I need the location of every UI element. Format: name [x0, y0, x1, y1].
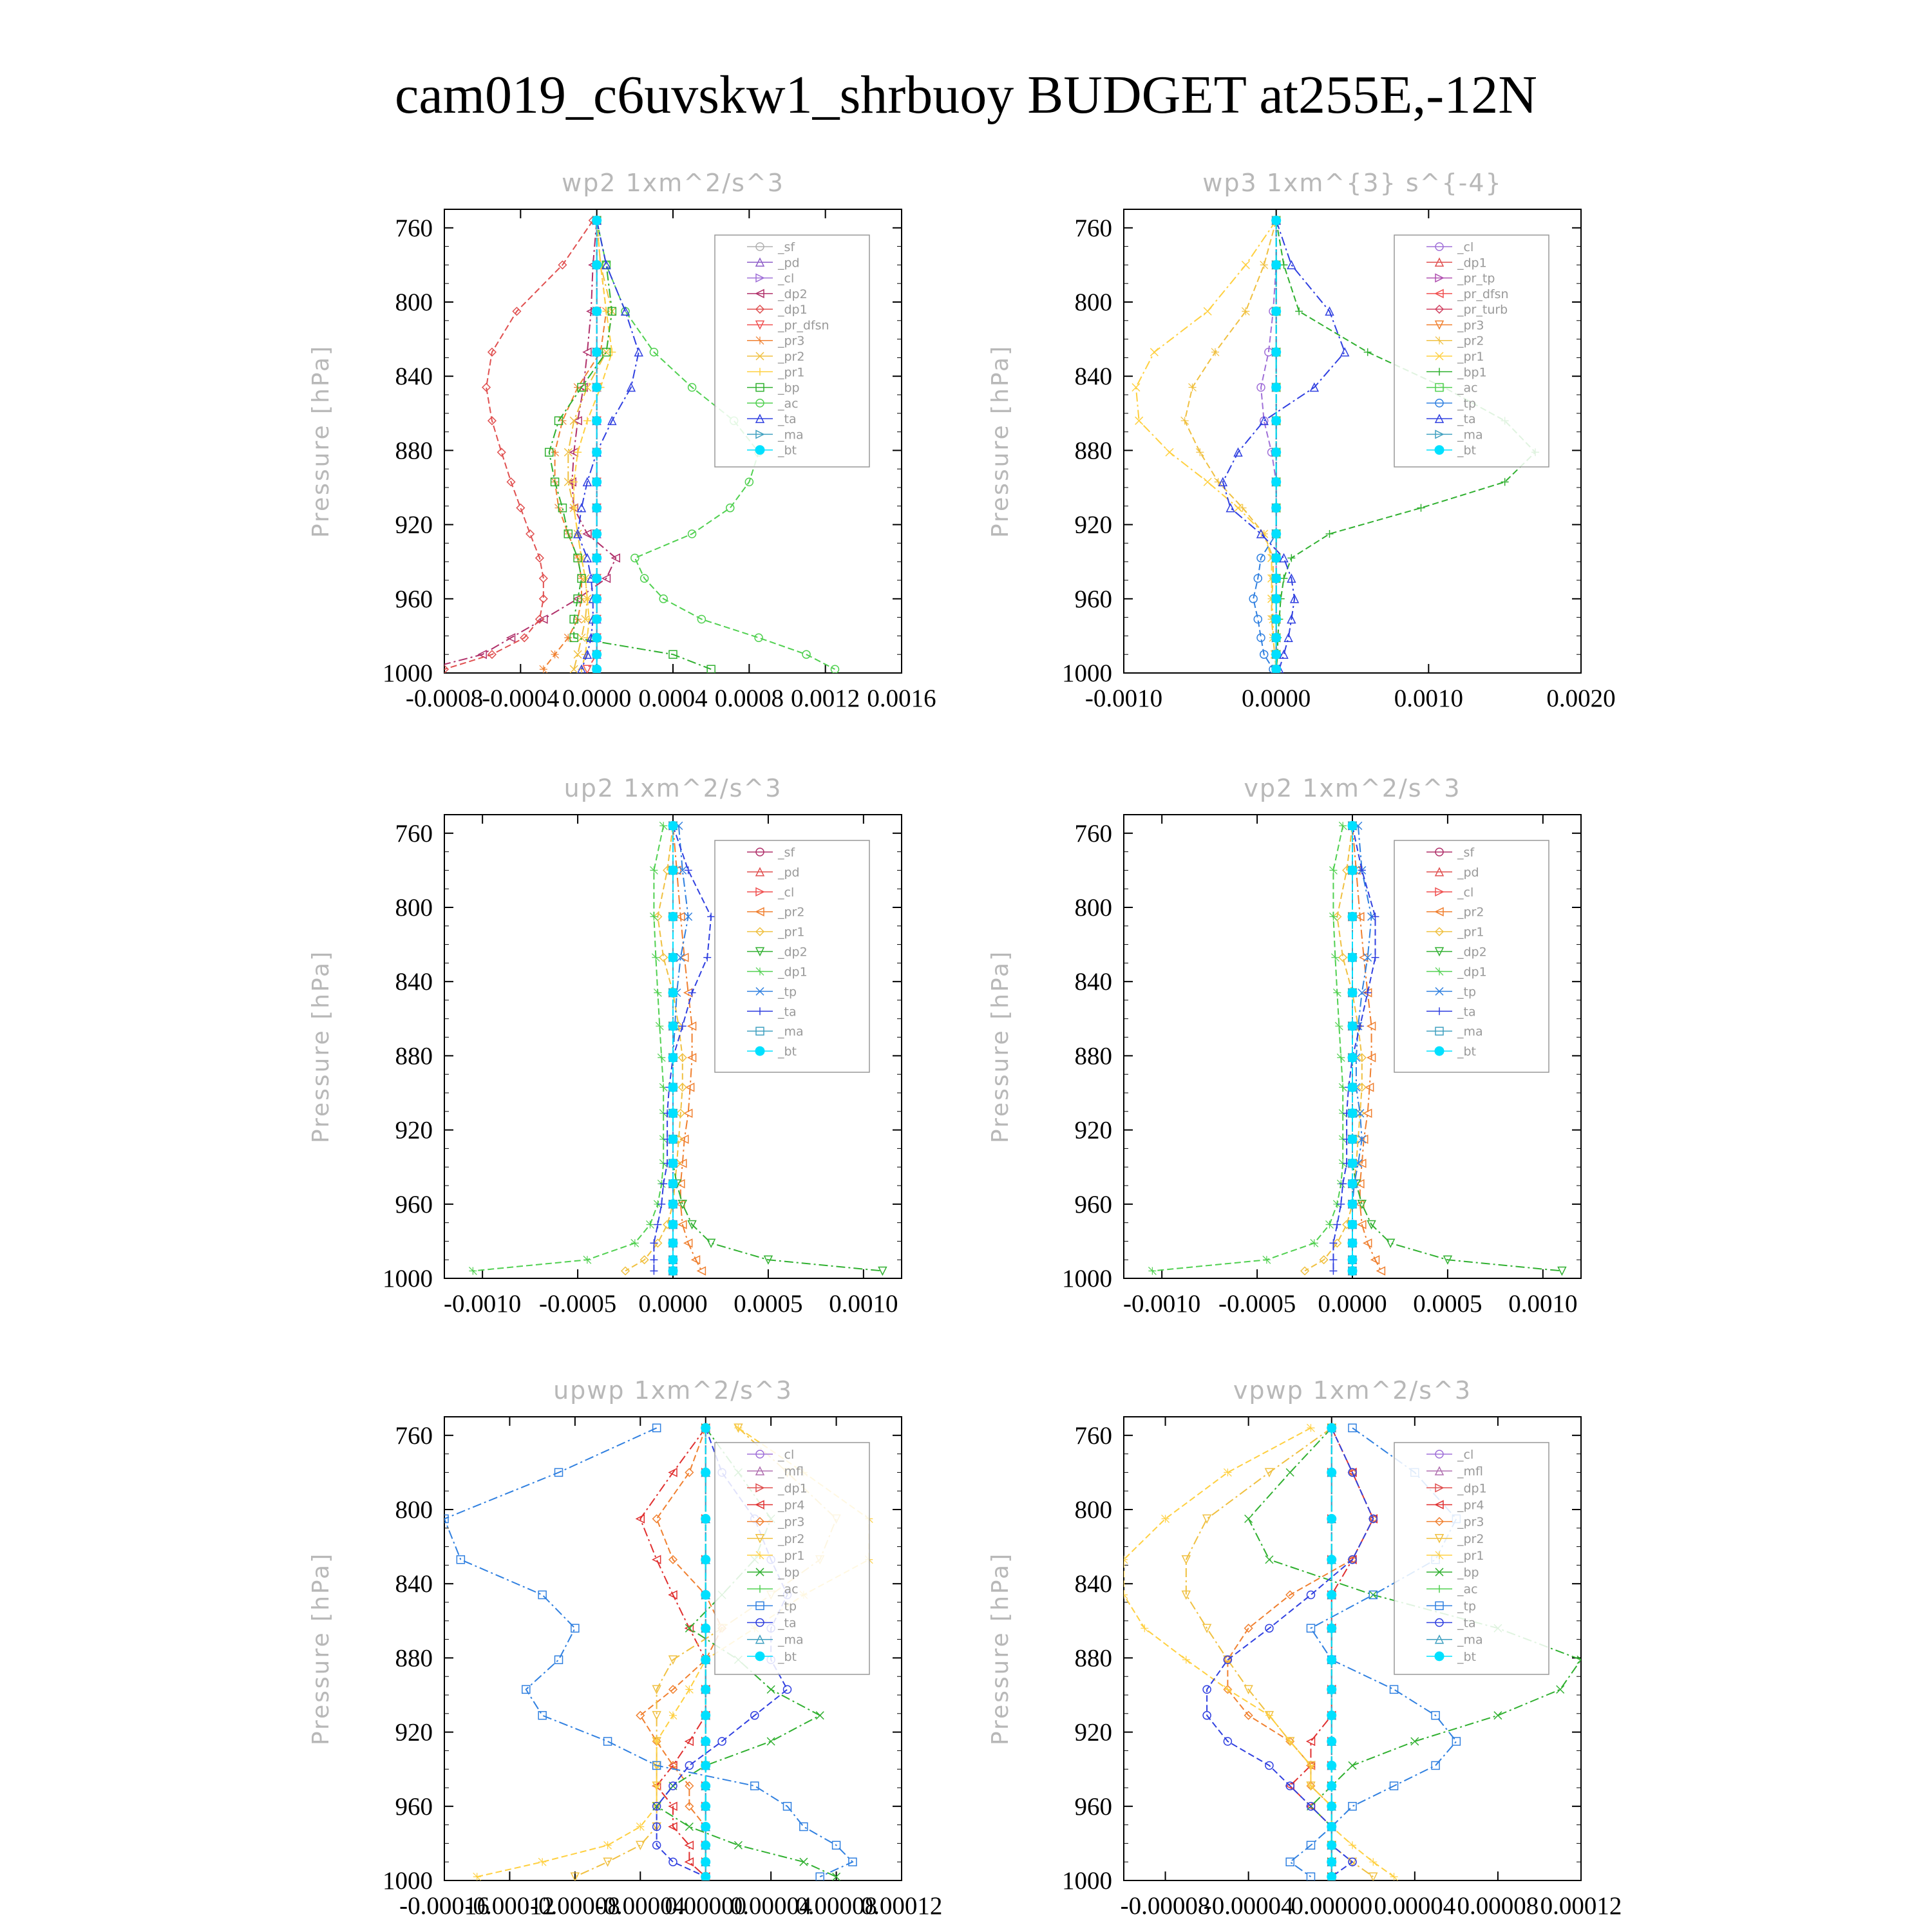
data-point-bt: [701, 1655, 710, 1664]
y-tick-label: 880: [1074, 1042, 1112, 1070]
legend-marker-bt: [755, 1652, 764, 1661]
data-point-bt: [701, 1624, 710, 1633]
y-tick-label: 760: [395, 214, 433, 242]
data-point-bt: [1272, 416, 1281, 425]
y-tick-label: 800: [1074, 894, 1112, 922]
x-tick-label: 0.0010: [1394, 685, 1463, 712]
legend-label-pr-tp: _pr_tp: [1457, 271, 1495, 286]
x-tick-label: 0.00004: [730, 1892, 812, 1920]
x-tick-label: 0.0010: [1508, 1290, 1578, 1318]
legend-label-pr4: _pr4: [1457, 1498, 1484, 1513]
data-point-bt: [1348, 1159, 1357, 1168]
legend-label-bt: _bt: [778, 1649, 797, 1664]
y-tick-label: 840: [1074, 363, 1112, 391]
y-tick-label: 920: [1074, 1718, 1112, 1747]
legend-label-ta: _ta: [1457, 412, 1476, 427]
legend-label-ma: _ma: [1457, 428, 1483, 442]
x-tick-label: 0.0010: [829, 1290, 898, 1318]
legend-label-ma: _ma: [778, 1633, 804, 1647]
data-point-bt: [1348, 1238, 1357, 1247]
data-point-bt: [1272, 614, 1281, 623]
data-point-bt: [1327, 1514, 1336, 1523]
data-point-bt: [668, 1083, 677, 1092]
data-point-bt: [1272, 504, 1281, 513]
data-point-bt: [1348, 1135, 1357, 1144]
y-tick-label: 880: [1074, 1644, 1112, 1672]
x-tick-label: 0.0004: [638, 685, 708, 712]
legend-label-ta: _ta: [1457, 1616, 1476, 1631]
legend: [715, 840, 869, 1072]
panel-title: wp2 1xm^2/s^3: [562, 169, 784, 197]
legend-label-bp1: _bp1: [1457, 365, 1487, 380]
legend-label-bp: _bp: [778, 1566, 800, 1580]
legend-label-pd: _pd: [778, 256, 800, 270]
legend-label-pr3: _pr3: [1457, 1515, 1484, 1530]
data-point-bt: [1327, 1655, 1336, 1664]
y-tick-label: 840: [395, 968, 433, 996]
legend-marker-bt: [1435, 1652, 1444, 1661]
x-tick-label: 0.0000: [1318, 1290, 1387, 1318]
y-tick-label: 800: [1074, 289, 1112, 316]
legend-label-cl: _cl: [1457, 240, 1474, 254]
legend-label-pr2: _pr2: [778, 350, 805, 364]
data-point-bt: [592, 594, 601, 603]
data-point-bt: [668, 1266, 677, 1275]
legend-label-sf: _sf: [778, 240, 795, 254]
x-tick-label: -0.0010: [1084, 685, 1163, 712]
y-tick-label: 840: [395, 1570, 433, 1598]
data-point-bt: [701, 1857, 710, 1866]
y-tick-label: 1000: [1062, 659, 1112, 687]
legend: [1394, 1443, 1549, 1674]
data-point-bt: [592, 307, 601, 316]
data-point-bt: [668, 866, 677, 875]
y-tick-label: 880: [395, 1042, 433, 1070]
figure-title: cam019_c6uvskw1_shrbuoy BUDGET at255E,-12N: [395, 65, 1537, 125]
legend-label-ta: _ta: [778, 1005, 797, 1019]
data-point-bt: [592, 416, 601, 425]
data-point-bt: [1327, 1822, 1336, 1831]
legend-label-dp1: _dp1: [778, 303, 808, 317]
x-tick-label: 0.00000: [665, 1892, 747, 1920]
legend: [715, 235, 869, 467]
data-point-bt: [701, 1822, 710, 1831]
data-point-bt: [668, 1159, 677, 1168]
legend-label-pr2: _pr2: [1457, 905, 1484, 920]
legend-label-cl: _cl: [1457, 1448, 1474, 1462]
legend-label-mfl: _mfl: [778, 1464, 804, 1479]
legend-label-mfl: _mfl: [1457, 1464, 1483, 1479]
legend-label-pr4: _pr4: [778, 1498, 805, 1513]
data-point-bt: [1348, 1109, 1357, 1118]
data-point-bt: [1272, 477, 1281, 486]
data-point-bt: [1272, 665, 1281, 674]
data-point-bt: [668, 1238, 677, 1247]
data-point-bt: [592, 216, 601, 225]
data-point-bt: [668, 1053, 677, 1062]
x-tick-label: -0.00004: [595, 1892, 686, 1920]
data-point-bt: [592, 633, 601, 642]
x-tick-label: -0.00008: [1120, 1892, 1211, 1920]
data-point-bt: [592, 348, 601, 357]
legend-label-cl: _cl: [778, 885, 795, 900]
data-point-bt: [1272, 383, 1281, 392]
y-tick-label: 920: [1074, 511, 1112, 539]
data-point-bt: [701, 1468, 710, 1477]
data-point-bt: [1348, 1021, 1357, 1030]
data-point-bt: [1327, 1761, 1336, 1770]
x-tick-label: -0.0005: [1218, 1290, 1296, 1318]
data-point-bt: [701, 1590, 710, 1599]
y-tick-label: 840: [395, 363, 433, 391]
legend-marker-bt: [755, 446, 764, 455]
legend-label-ma: _ma: [778, 1025, 804, 1039]
legend-label-dp1: _dp1: [778, 1481, 808, 1496]
legend: [1394, 840, 1549, 1072]
x-tick-label: 0.0000: [638, 1290, 708, 1318]
x-tick-label: 0.0000: [1242, 685, 1311, 712]
legend-label-tp: _tp: [1457, 985, 1477, 999]
legend-label-tp: _tp: [778, 1599, 797, 1614]
data-point-bt: [1348, 953, 1357, 962]
panel-title: upwp 1xm^2/s^3: [553, 1376, 793, 1405]
x-tick-label: 0.0005: [1413, 1290, 1482, 1318]
data-point-bt: [592, 529, 601, 538]
legend-label-bt: _bt: [1457, 443, 1477, 458]
y-tick-label: 880: [395, 437, 433, 465]
data-point-bt: [701, 1781, 710, 1790]
legend-label-tp: _tp: [778, 985, 797, 999]
data-point-bt: [668, 1179, 677, 1188]
panel-title: vp2 1xm^2/s^3: [1244, 774, 1461, 802]
y-tick-label: 840: [1074, 1570, 1112, 1598]
y-axis-label: Pressure [hPa]: [987, 344, 1014, 538]
data-point-bt: [1272, 529, 1281, 538]
legend-label-bt: _bt: [1457, 1649, 1477, 1664]
legend-label-pr3: _pr3: [778, 1515, 805, 1530]
legend-label-ac: _ac: [778, 1582, 799, 1597]
data-point-bt: [1348, 1083, 1357, 1092]
data-point-bt: [668, 821, 677, 830]
y-tick-label: 960: [1074, 1792, 1112, 1821]
data-point-bt: [1272, 650, 1281, 659]
data-point-bt: [1327, 1872, 1336, 1881]
data-point-bt: [1327, 1841, 1336, 1850]
y-tick-label: 960: [1074, 1190, 1112, 1218]
panel-title: vpwp 1xm^2/s^3: [1233, 1376, 1472, 1405]
x-tick-label: -0.0004: [482, 685, 560, 712]
legend-label-pr-dfsn: _pr_dfsn: [1457, 287, 1509, 301]
legend-label-dp2: _dp2: [1457, 945, 1487, 960]
legend-label-pr2: _pr2: [778, 905, 805, 920]
data-point-bt: [592, 477, 601, 486]
data-point-bt: [668, 1021, 677, 1030]
legend-label-bt: _bt: [778, 443, 797, 458]
y-tick-label: 760: [395, 819, 433, 848]
y-tick-label: 800: [1074, 1496, 1112, 1524]
data-point-bt: [592, 650, 601, 659]
legend-label-pr2: _pr2: [1457, 334, 1484, 348]
data-point-bt: [1272, 260, 1281, 269]
data-point-bt: [701, 1737, 710, 1746]
legend-label-bp: _bp: [1457, 1566, 1479, 1580]
y-tick-label: 1000: [1062, 1867, 1112, 1895]
x-tick-label: 0.0005: [734, 1290, 803, 1318]
legend-label-cl: _cl: [778, 271, 795, 286]
x-tick-label: 0.00012: [860, 1892, 943, 1920]
y-tick-label: 920: [395, 1718, 433, 1747]
y-tick-label: 800: [395, 894, 433, 922]
x-tick-label: 0.00008: [795, 1892, 877, 1920]
y-tick-label: 1000: [383, 1265, 433, 1293]
legend-label-pr1: _pr1: [778, 1548, 805, 1563]
data-point-bt: [1327, 1857, 1336, 1866]
x-tick-label: -0.0010: [1123, 1290, 1201, 1318]
legend-marker-bt: [1435, 1046, 1444, 1056]
legend-label-pr-dfsn: _pr_dfsn: [778, 318, 829, 333]
data-point-bt: [592, 383, 601, 392]
legend-label-cl: _cl: [778, 1448, 795, 1462]
legend-label-pd: _pd: [778, 865, 800, 880]
legend-label-cl: _cl: [1457, 885, 1474, 900]
y-tick-label: 760: [1074, 214, 1112, 242]
legend-label-dp1: _dp1: [1457, 1481, 1487, 1496]
data-point-bt: [701, 1872, 710, 1881]
data-point-bt: [592, 504, 601, 513]
data-point-bt: [1348, 1220, 1357, 1229]
data-point-bt: [1348, 821, 1357, 830]
y-tick-label: 960: [395, 1792, 433, 1821]
data-point-bt: [1327, 1624, 1336, 1633]
legend-label-ta: _ta: [778, 412, 797, 427]
data-point-bt: [1327, 1423, 1336, 1432]
x-tick-label: 0.0012: [791, 685, 860, 712]
legend-label-pr2: _pr2: [1457, 1531, 1484, 1546]
data-point-bt: [592, 614, 601, 623]
data-point-bt: [668, 1255, 677, 1264]
legend-label-pr1: _pr1: [1457, 350, 1484, 364]
data-point-bt: [592, 665, 601, 674]
panel-title: up2 1xm^2/s^3: [564, 774, 782, 802]
data-point-bt: [592, 260, 601, 269]
data-point-bt: [1272, 448, 1281, 457]
legend-marker-bt: [755, 1046, 764, 1056]
data-point-bt: [592, 574, 601, 583]
legend-label-dp2: _dp2: [778, 287, 808, 301]
legend-label-pr3: _pr3: [1457, 318, 1484, 333]
legend-label-dp2: _dp2: [778, 945, 808, 960]
data-point-bt: [1348, 1255, 1357, 1264]
y-tick-label: 800: [395, 1496, 433, 1524]
x-tick-label: 0.00008: [1457, 1892, 1539, 1920]
y-tick-label: 960: [395, 585, 433, 613]
y-tick-label: 880: [395, 1644, 433, 1672]
data-point-bt: [701, 1841, 710, 1850]
data-point-bt: [1272, 216, 1281, 225]
x-tick-label: 0.0020: [1546, 685, 1616, 712]
legend-label-pr1: _pr1: [778, 925, 805, 940]
legend-label-pd: _pd: [1457, 865, 1479, 880]
data-point-bt: [668, 1200, 677, 1209]
data-point-bt: [592, 448, 601, 457]
y-tick-label: 1000: [383, 659, 433, 687]
data-point-bt: [1348, 912, 1357, 921]
y-axis-label: Pressure [hPa]: [987, 1551, 1014, 1746]
y-axis-label: Pressure [hPa]: [308, 344, 334, 538]
x-tick-label: 0.00000: [1291, 1892, 1373, 1920]
data-point-bt: [668, 953, 677, 962]
y-tick-label: 920: [1074, 1116, 1112, 1144]
data-point-bt: [1272, 348, 1281, 357]
y-tick-label: 920: [395, 1116, 433, 1144]
legend: [715, 1443, 869, 1674]
legend-label-tp: _tp: [1457, 396, 1477, 411]
x-tick-label: -0.00008: [529, 1892, 620, 1920]
x-tick-label: -0.0008: [405, 685, 484, 712]
data-point-bt: [701, 1555, 710, 1564]
data-point-bt: [1348, 988, 1357, 997]
y-tick-label: 1000: [1062, 1265, 1112, 1293]
legend-label-dp1: _dp1: [1457, 256, 1487, 270]
legend-label-sf: _sf: [1457, 846, 1475, 860]
x-tick-label: 0.0008: [714, 685, 784, 712]
data-point-bt: [1327, 1781, 1336, 1790]
legend-label-pr-turb: _pr_turb: [1457, 303, 1508, 317]
y-tick-label: 960: [395, 1190, 433, 1218]
data-point-bt: [1272, 307, 1281, 316]
legend-label-pr1: _pr1: [1457, 1548, 1484, 1563]
x-tick-label: 0.00012: [1540, 1892, 1622, 1920]
data-point-bt: [668, 1135, 677, 1144]
legend-label-ac: _ac: [1457, 381, 1478, 395]
y-tick-label: 960: [1074, 585, 1112, 613]
data-point-bt: [1348, 1200, 1357, 1209]
y-tick-label: 760: [395, 1421, 433, 1450]
data-point-bt: [1272, 574, 1281, 583]
y-tick-label: 1000: [383, 1867, 433, 1895]
data-point-bt: [701, 1685, 710, 1694]
legend-label-bt: _bt: [778, 1045, 797, 1059]
legend-label-ac: _ac: [1457, 1582, 1478, 1597]
data-point-bt: [1272, 594, 1281, 603]
legend-label-pr3: _pr3: [778, 334, 805, 348]
y-tick-label: 760: [1074, 819, 1112, 848]
legend-label-ma: _ma: [778, 428, 804, 442]
data-point-bt: [668, 1220, 677, 1229]
data-point-bt: [1348, 1266, 1357, 1275]
data-point-bt: [1327, 1590, 1336, 1599]
data-point-bt: [1327, 1685, 1336, 1694]
legend-label-ma: _ma: [1457, 1633, 1483, 1647]
data-point-bt: [701, 1423, 710, 1432]
x-tick-label: -0.0005: [538, 1290, 617, 1318]
y-axis-label: Pressure [hPa]: [987, 949, 1014, 1144]
legend-label-dp1: _dp1: [778, 965, 808, 980]
data-point-bt: [1348, 1053, 1357, 1062]
y-axis-label: Pressure [hPa]: [308, 1551, 334, 1746]
data-point-bt: [701, 1711, 710, 1720]
data-point-bt: [1327, 1711, 1336, 1720]
data-point-bt: [701, 1761, 710, 1770]
data-point-bt: [592, 553, 601, 562]
x-tick-label: -0.00004: [1203, 1892, 1294, 1920]
y-tick-label: 880: [1074, 437, 1112, 465]
legend-label-ta: _ta: [778, 1616, 797, 1631]
legend-label-pr2: _pr2: [778, 1531, 805, 1546]
legend-label-pr1: _pr1: [1457, 925, 1484, 940]
x-tick-label: -0.00012: [464, 1892, 555, 1920]
data-point-bt: [1327, 1468, 1336, 1477]
data-point-bt: [701, 1514, 710, 1523]
data-point-bt: [1327, 1737, 1336, 1746]
legend-label-sf: _sf: [778, 846, 795, 860]
x-tick-label: -0.00016: [399, 1892, 489, 1920]
legend-marker-bt: [1435, 446, 1444, 455]
legend-label-bt: _bt: [1457, 1045, 1477, 1059]
data-point-bt: [1327, 1802, 1336, 1811]
y-tick-label: 840: [1074, 968, 1112, 996]
x-tick-label: 0.00004: [1374, 1892, 1456, 1920]
legend-label-ta: _ta: [1457, 1005, 1476, 1019]
legend-label-pr1: _pr1: [778, 365, 805, 380]
data-point-bt: [701, 1802, 710, 1811]
data-point-bt: [1327, 1555, 1336, 1564]
data-point-bt: [668, 912, 677, 921]
x-tick-label: 0.0016: [867, 685, 936, 712]
y-axis-label: Pressure [hPa]: [308, 949, 334, 1144]
data-point-bt: [668, 1109, 677, 1118]
legend-label-bp: _bp: [778, 381, 800, 395]
data-point-bt: [1272, 553, 1281, 562]
data-point-bt: [1348, 1179, 1357, 1188]
legend-label-ma: _ma: [1457, 1025, 1483, 1039]
data-point-bt: [668, 988, 677, 997]
y-tick-label: 920: [395, 511, 433, 539]
panel-title: wp3 1xm^{3} s^{-4}: [1202, 169, 1502, 197]
data-point-bt: [1272, 633, 1281, 642]
y-tick-label: 760: [1074, 1421, 1112, 1450]
legend-label-tp: _tp: [1457, 1599, 1477, 1614]
legend-label-dp1: _dp1: [1457, 965, 1487, 980]
y-tick-label: 800: [395, 289, 433, 316]
legend: [1394, 235, 1549, 467]
x-tick-label: -0.0010: [444, 1290, 522, 1318]
data-point-bt: [1348, 866, 1357, 875]
legend-label-ac: _ac: [778, 396, 799, 411]
x-tick-label: 0.0000: [562, 685, 632, 712]
